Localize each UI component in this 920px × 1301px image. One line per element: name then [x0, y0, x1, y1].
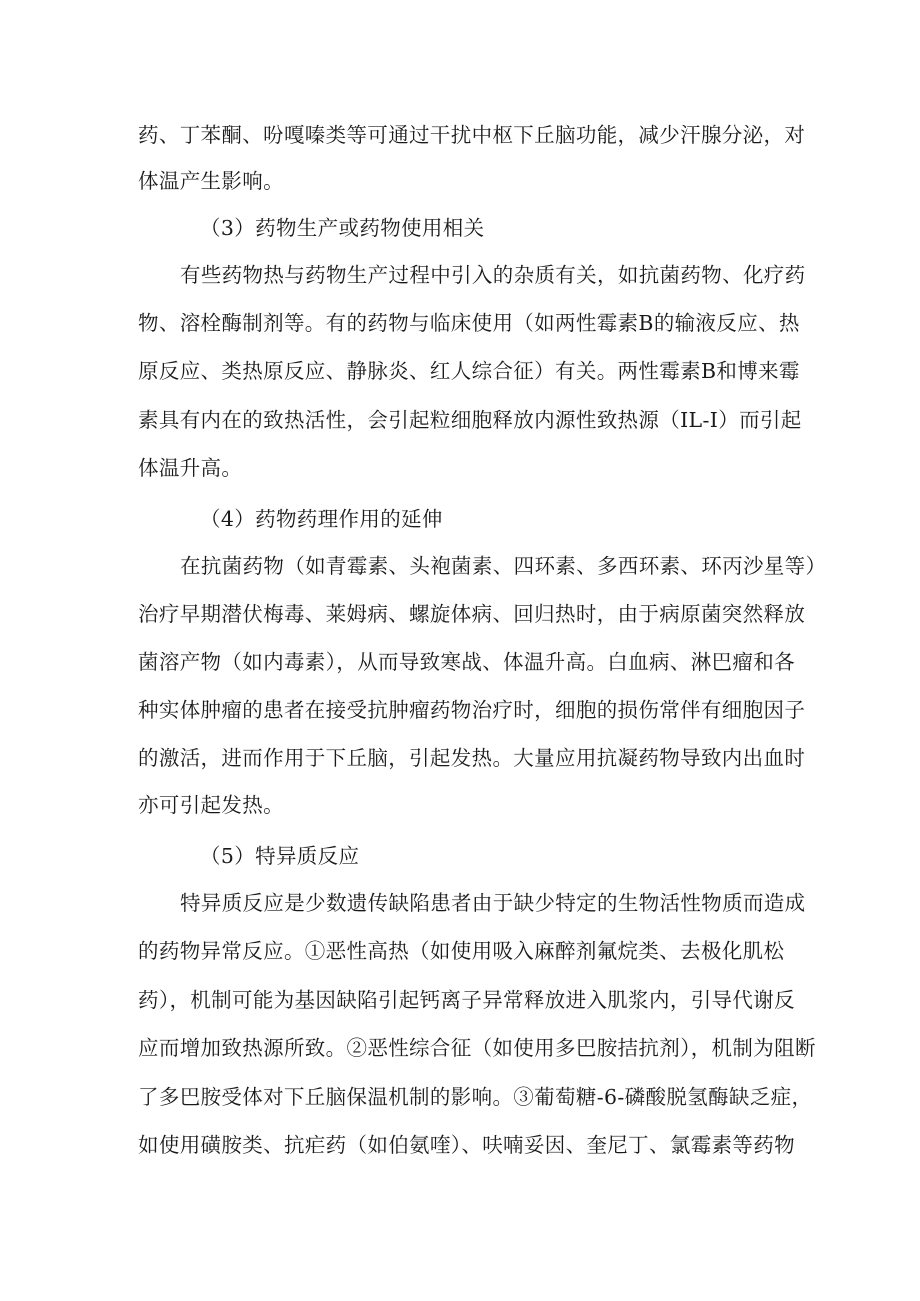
text-line: 如使用磺胺类、抗疟药（如伯氨喹）、呋喃妥因、奎尼丁、氯霉素等药物 — [138, 1133, 795, 1157]
text-line: 的激活，进而作用于下丘脑，引起发热。大量应用抗凝药物导致内出血时 — [138, 746, 806, 770]
text-line: 体温升高。 — [138, 456, 243, 480]
text-line: 药、丁苯酮、吩嘎嗪类等可通过干扰中枢下丘脑功能，减少汗腺分泌，对 — [138, 123, 806, 147]
text-line: 了多巴胺受体对下丘脑保温机制的影响。③葡萄糖-6-磷酸脱氢酶缺乏症， — [138, 1085, 813, 1109]
text-line: 药），机制可能为基因缺陷引起钙离子异常释放进入肌浆内，引导代谢反 — [138, 988, 795, 1012]
paragraph-first-line: 在抗菌药物（如青霉素、头袍菌素、四环素、多西环素、环丙沙星等） — [180, 554, 827, 578]
paragraph-first-line: 有些药物热与药物生产过程中引入的杂质有关，如抗菌药物、化疗药 — [180, 263, 806, 287]
section-heading-3: （3）药物生产或药物使用相关 — [200, 216, 485, 240]
text-line: 应而增加致热源所致。②恶性综合征（如使用多巴胺拮抗剂），机制为阻断 — [138, 1036, 816, 1060]
text-line: 种实体肿瘤的患者在接受抗肿瘤药物治疗时，细胞的损伤常伴有细胞因子 — [138, 698, 806, 722]
text-line: 的药物异常反应。①恶性高热（如使用吸入麻醉剂氟烷类、去极化肌松 — [138, 939, 785, 963]
text-line: 物、溶栓酶制剂等。有的药物与临床使用（如两性霉素B的输液反应、热 — [138, 311, 800, 335]
text-line: 素具有内在的致热活性，会引起粒细胞释放内源性致热源（IL-I）而引起 — [138, 408, 802, 432]
section-heading-5: （5）特异质反应 — [200, 844, 360, 868]
text-line: 菌溶产物（如内毒素），从而导致寒战、体温升高。白血病、淋巴瘤和各 — [138, 650, 795, 674]
text-line: 治疗早期潜伏梅毒、莱姆病、螺旋体病、回归热时，由于病原菌突然释放 — [138, 602, 806, 626]
text-line: 原反应、类热原反应、静脉炎、红人综合征）有关。两性霉素B和博来霉 — [138, 359, 800, 383]
text-line: 体温产生影响。 — [138, 169, 284, 193]
text-line: 亦可引起发热。 — [138, 793, 284, 817]
paragraph-first-line: 特异质反应是少数遗传缺陷患者由于缺少特定的生物活性物质而造成 — [180, 891, 806, 915]
section-heading-4: （4）药物药理作用的延伸 — [200, 507, 443, 531]
